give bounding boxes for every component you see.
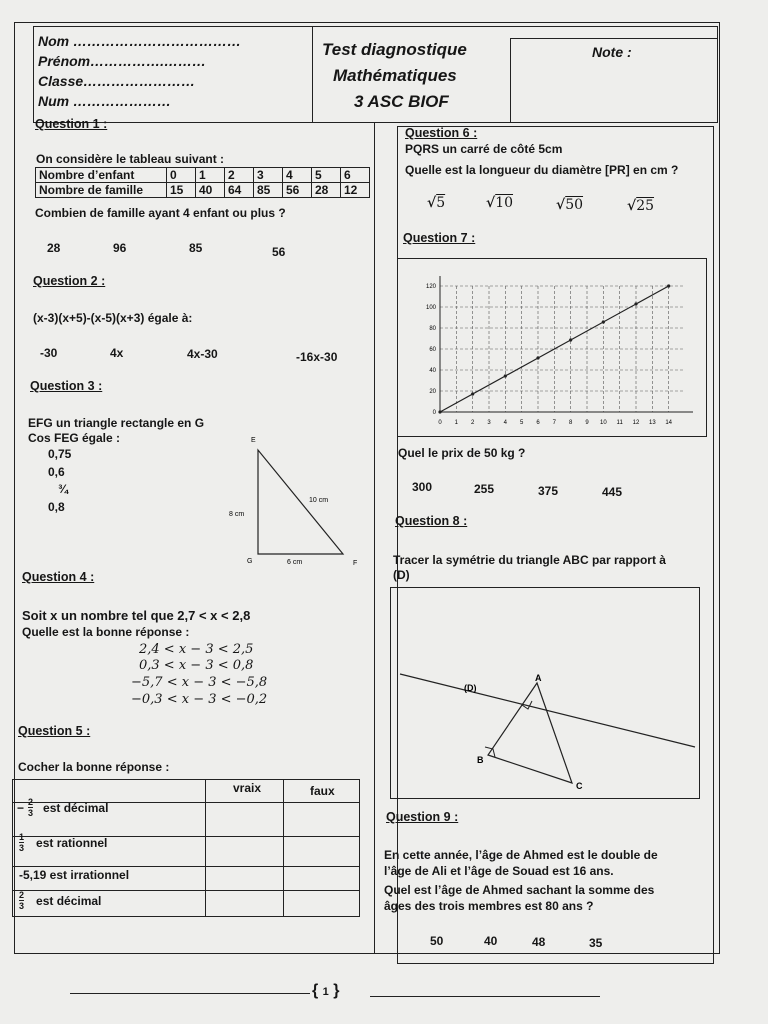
q2-expression: (x-3)(x+5)-(x-5)(x+3) égale à: (33, 311, 193, 325)
q6-answer-a[interactable] (427, 195, 445, 211)
statement-text: est décimal (43, 800, 109, 815)
q2-answer-d[interactable]: -16x-30 (296, 350, 338, 364)
q4-answer-d[interactable]: −0,3 < x − 3 < −0,2 (131, 692, 268, 707)
q6-answer-d[interactable] (627, 198, 654, 214)
data-point (667, 284, 670, 287)
q9-answer-b[interactable]: 40 (484, 934, 498, 948)
q1-intro: On considère le tableau suivant : (36, 152, 225, 166)
q7-line-chart (400, 262, 704, 434)
q7-answer-a[interactable]: 300 (412, 480, 433, 494)
page-number: { 1 } (312, 982, 340, 999)
classe-field: Classe…………………… (38, 73, 196, 89)
data-point (438, 410, 441, 413)
header-divider-1 (312, 26, 313, 123)
table-cell: 6 (341, 168, 370, 183)
label-b: B (477, 755, 484, 765)
q5-col-vrai: vraix (233, 781, 262, 795)
data-point (569, 338, 572, 341)
q4-title: Question 4 : (22, 570, 95, 584)
triangle-efg (258, 450, 343, 554)
x-tick-label: 4 (503, 420, 508, 426)
q3-answer-b[interactable]: 0,6 (48, 465, 65, 479)
q1-answer-c[interactable]: 85 (189, 241, 203, 255)
header-divider-2 (510, 38, 511, 123)
q3-answer-d[interactable]: 0,8 (48, 500, 65, 514)
radicand: 50 (565, 197, 584, 213)
q5-checkbox-vrai-1[interactable] (205, 802, 280, 834)
prenom-field: Prénom…………….……… (38, 53, 207, 69)
fraction (19, 890, 24, 911)
x-tick-label: 14 (665, 420, 673, 426)
q4-answer-b[interactable]: 0,3 < x − 3 < 0,8 (139, 658, 254, 673)
column-divider (374, 123, 375, 954)
table-cell: 2 (225, 168, 254, 183)
table-cell: 15 (167, 183, 196, 198)
x-tick-label: 3 (487, 420, 491, 426)
x-tick-label: 5 (519, 420, 524, 426)
q5-col-line-1 (205, 780, 206, 916)
label-d: (D) (464, 683, 477, 693)
footer-line-left (70, 993, 310, 994)
q9-answer-c[interactable]: 48 (532, 935, 546, 949)
q3-answer-c[interactable]: ¾ (58, 482, 69, 496)
q5-col-faux: faux (310, 784, 335, 798)
q6-title: Question 6 : (405, 126, 478, 140)
q9-line2: l’âge de Ali et l’âge de Souad est 16 ans. (384, 864, 614, 878)
q3-title: Question 3 : (30, 379, 103, 393)
q1-answer-b[interactable]: 96 (113, 241, 127, 255)
data-point (536, 356, 539, 359)
y-tick-label: 0 (432, 410, 436, 416)
y-tick-label: 40 (429, 368, 436, 374)
q1-answer-d[interactable]: 56 (272, 245, 286, 259)
table-cell: 28 (312, 183, 341, 198)
q9-line4: âges des trois membres est 80 ans ? (384, 899, 594, 913)
label-g: G (247, 558, 253, 565)
x-tick-label: 6 (536, 420, 540, 426)
label-c: C (576, 781, 583, 791)
fraction (28, 797, 33, 818)
q7-answer-d[interactable]: 445 (602, 485, 623, 499)
line-d (400, 674, 695, 747)
y-tick-label: 20 (429, 389, 436, 395)
q5-intro: Cocher la bonne réponse : (18, 760, 170, 774)
q1-row2-label: Nombre de famille (36, 183, 167, 198)
q2-answer-a[interactable]: -30 (40, 346, 58, 360)
nom-field: Nom ……………………………… (38, 33, 241, 49)
statement-text: est décimal (36, 893, 102, 908)
table-cell: 1 (196, 168, 225, 183)
sqrt-icon: √ (556, 197, 566, 213)
q1-row-families (36, 183, 370, 198)
right-column-box (397, 126, 714, 964)
table-cell: 3 (254, 168, 283, 183)
label-ef: 10 cm (309, 497, 329, 504)
fraction-den: 3 (19, 843, 25, 853)
q1-table (35, 167, 370, 198)
q6-line2: Quelle est la longueur du diamètre [PR] en cm ? (405, 163, 679, 177)
y-tick-label: 100 (425, 305, 436, 311)
label-eg: 8 cm (229, 511, 245, 518)
label-f: F (353, 560, 358, 567)
q1-question: Combien de famille ayant 4 enfant ou plus ? (35, 206, 286, 220)
table-cell: 64 (225, 183, 254, 198)
radicand: 25 (636, 198, 655, 214)
radicand: 10 (495, 195, 514, 211)
q6-line1: PQRS un carré de côté 5cm (405, 142, 563, 156)
y-tick-label: 60 (429, 347, 436, 353)
fraction-num: 2 (19, 890, 25, 900)
q5-row-line-3 (13, 866, 359, 867)
q7-question: Quel le prix de 50 kg ? (398, 446, 526, 460)
q3-answer-a[interactable]: 0,75 (48, 447, 72, 461)
sqrt-icon: √ (427, 195, 437, 211)
q1-row-children (36, 168, 370, 183)
x-tick-label: 12 (632, 420, 640, 426)
data-point (471, 392, 474, 395)
fraction-num: 1 (19, 832, 25, 842)
q4-line1: Soit x un nombre tel que 2,7 < x < 2,8 (22, 608, 251, 623)
q4-answer-c[interactable]: −5,7 < x − 3 < −5,8 (131, 675, 268, 690)
title-line1: Test diagnostique (322, 40, 467, 59)
title-line2: Mathématiques (333, 66, 457, 85)
sqrt-icon: √ (486, 195, 496, 211)
q9-line1: En cette année, l’âge de Ahmed est le double de (384, 848, 658, 862)
q7-title: Question 7 : (403, 231, 476, 245)
q9-answer-d[interactable]: 35 (589, 936, 603, 950)
x-tick-label: 10 (599, 420, 607, 426)
x-tick-label: 11 (616, 420, 623, 426)
q3-line2: Cos FEG égale : (28, 431, 121, 445)
q5-col-line-2 (283, 780, 284, 916)
q8-figure (390, 587, 700, 799)
data-point (602, 320, 605, 323)
label-e: E (251, 437, 256, 444)
note-label: Note : (592, 44, 632, 60)
q9-title: Question 9 : (386, 810, 459, 824)
q2-answer-b[interactable]: 4x (110, 346, 124, 360)
fraction-den: 3 (19, 901, 25, 911)
q9-line3: Quel est l’âge de Ahmed sachant la somme des (384, 883, 655, 897)
table-cell: 85 (254, 183, 283, 198)
statement-text: est rationnel (36, 835, 108, 850)
q7-answer-c[interactable]: 375 (538, 484, 559, 498)
fraction-num: 2 (28, 797, 34, 807)
q5-title: Question 5 : (18, 724, 91, 738)
table-cell: 5 (312, 168, 341, 183)
q6-answer-b[interactable] (486, 195, 513, 211)
x-tick-label: 7 (552, 420, 557, 426)
q5-row-3: -5,19 est irrationnel (19, 868, 130, 882)
num-field: Num ………………… (38, 93, 171, 109)
q3-line1: EFG un triangle rectangle en G (28, 416, 205, 430)
x-tick-label: 1 (454, 420, 459, 426)
q2-title: Question 2 : (33, 274, 106, 288)
q2-answer-c[interactable]: 4x-30 (187, 347, 218, 361)
q1-title: Question 1 : (35, 117, 108, 131)
x-tick-label: 8 (568, 420, 573, 426)
q9-answer-a[interactable]: 50 (430, 934, 444, 948)
q1-row1-label: Nombre d’enfant (36, 168, 167, 183)
x-tick-label: 13 (648, 420, 656, 426)
q6-answer-c[interactable] (556, 197, 583, 213)
q4-line2: Quelle est la bonne réponse : (22, 625, 190, 639)
footer-line-right (370, 996, 600, 997)
data-point (504, 374, 507, 377)
q5-row-1 (17, 797, 108, 818)
q7-answer-b[interactable]: 255 (474, 482, 495, 496)
q5-row-2 (19, 832, 107, 853)
triangle-abc (488, 683, 572, 783)
label-a: A (535, 673, 542, 683)
table-cell: 40 (196, 183, 225, 198)
header-divider-h (510, 38, 718, 39)
table-cell: 12 (341, 183, 370, 198)
x-tick-label: 9 (585, 420, 589, 426)
y-tick-label: 80 (429, 326, 436, 332)
sqrt-icon: √ (627, 198, 637, 214)
x-tick-label: 2 (470, 420, 475, 426)
minus-sign: − (17, 800, 25, 815)
q5-row-4 (19, 890, 101, 911)
title-line3: 3 ASC BIOF (354, 92, 449, 111)
table-cell: 56 (283, 183, 312, 198)
fraction (19, 832, 24, 853)
fraction-den: 3 (28, 808, 34, 818)
label-gf: 6 cm (287, 559, 303, 566)
q5-checkbox-faux-1[interactable] (283, 802, 359, 834)
q4-answer-a[interactable]: 2,4 < x − 3 < 2,5 (139, 642, 254, 657)
table-cell: 4 (283, 168, 312, 183)
table-cell: 0 (167, 168, 196, 183)
q3-triangle-figure (225, 430, 358, 570)
q8-title: Question 8 : (395, 514, 468, 528)
q1-answer-a[interactable]: 28 (47, 241, 61, 255)
x-tick-label: 0 (438, 420, 442, 426)
data-point (634, 302, 637, 305)
y-tick-label: 120 (425, 284, 436, 290)
q8-line2: (D) (393, 568, 410, 582)
page-number-value: 1 (322, 986, 329, 998)
radicand: 5 (436, 195, 446, 211)
q8-line1: Tracer la symétrie du triangle ABC par rapport à (393, 553, 666, 567)
